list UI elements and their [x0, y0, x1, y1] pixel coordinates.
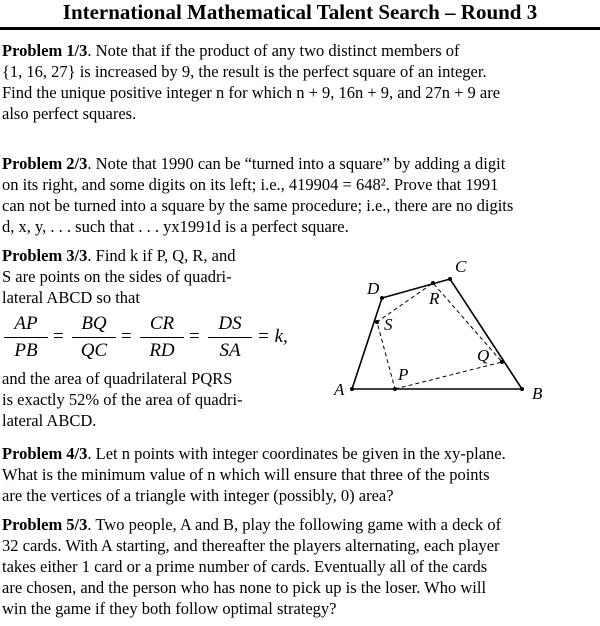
problem-2-line-3: can not be turned into a square by the same procedure; i.e., there are no digits	[2, 196, 514, 215]
label-s: S	[384, 315, 393, 334]
label-b: B	[532, 384, 543, 403]
vertex-c	[448, 277, 452, 281]
problem-3-intro	[2, 245, 292, 308]
problem-4	[2, 443, 597, 506]
equals-sign-3: =	[189, 326, 200, 347]
problem-4-line-2: What is the minimum value of n which will ensure that three of the points	[2, 465, 490, 484]
problem-2-line-1: Problem 2/3. Note that 1990 can be “turned into a square” by adding a digit	[2, 154, 506, 173]
fraction-ap-pb: AP PB	[4, 312, 48, 363]
problem-3-line-5: is exactly 52% of the area of quadri-	[2, 390, 243, 409]
fraction-bq-qc: BQ QC	[72, 312, 116, 363]
quadrilateral-diagram	[325, 252, 585, 412]
problem-3-line-1: Problem 3/3. Find k if P, Q, R, and	[2, 246, 236, 265]
problem-5-line-5: win the game if they both follow optimal strategy?	[2, 599, 337, 618]
problem-5-label: Problem 5/3	[2, 515, 88, 534]
fraction-cr-rd: CR RD	[140, 312, 184, 363]
page-title: International Mathematical Talent Search – Round 3	[62, 0, 538, 24]
problem-3-outro	[2, 368, 292, 431]
label-p: P	[398, 365, 409, 384]
problem-5-line-4: are chosen, and the person who has none to pick up is the loser. Who will	[2, 578, 487, 597]
label-c: C	[455, 257, 467, 276]
label-q: Q	[477, 346, 490, 365]
equals-sign-2: =	[121, 326, 132, 347]
problem-5-line-1: Problem 5/3. Two people, A and B, play the following game with a deck of	[2, 515, 502, 534]
equals-k: = k,	[257, 326, 288, 347]
label-r: R	[429, 289, 440, 308]
equals-sign-1: =	[53, 326, 64, 347]
problem-2	[2, 153, 597, 237]
problem-3-label: Problem 3/3	[2, 246, 88, 265]
vertex-a	[350, 387, 354, 391]
problem-1-line-3: Find the unique positive integer n for which n + 9, 16n + 9, and 27n + 9 are	[2, 83, 501, 102]
problem-3-line-4: and the area of quadrilateral PQRS	[2, 369, 233, 388]
problem-1-line-2: {1, 16, 27} is increased by 9, the result is the perfect square of an integer.	[2, 62, 487, 81]
point-r	[431, 281, 435, 285]
ratio-equation	[2, 312, 302, 366]
problem-3-line-6: lateral ABCD.	[2, 411, 97, 430]
problem-4-line-3: are the vertices of a triangle with integer (possibly, 0) area?	[2, 486, 394, 505]
vertex-d	[380, 296, 384, 300]
label-a: A	[334, 380, 345, 399]
problem-5-line-2: 32 cards. With A starting, and thereafter the players alternating, each player	[2, 536, 500, 555]
point-q	[500, 360, 504, 364]
label-d: D	[367, 279, 380, 298]
problem-2-line-4: d, x, y, . . . such that . . . yx1991d is a perfect square.	[2, 217, 349, 236]
problem-5-line-3: takes either 1 card or a prime number of cards. Eventually all of the cards	[2, 557, 488, 576]
point-p	[393, 387, 397, 391]
problem-4-line-1: Problem 4/3. Let n points with integer coordinates be given in the xy-plane.	[2, 444, 506, 463]
problem-1-line-4: also perfect squares.	[2, 104, 137, 123]
problem-3-line-2: S are points on the sides of quadri-	[2, 267, 232, 286]
problem-2-line-2: on its right, and some digits on its left; i.e., 419904 = 648². Prove that 1991	[2, 175, 499, 194]
problem-1-label: Problem 1/3	[2, 41, 88, 60]
point-s	[375, 320, 379, 324]
problem-3-line-3: lateral ABCD so that	[2, 288, 140, 307]
fraction-ds-sa: DS SA	[208, 312, 252, 363]
problem-4-label: Problem 4/3	[2, 444, 88, 463]
quadrilateral-pqrs	[377, 283, 502, 389]
problem-1-line-1: Problem 1/3. Note that if the product of any two distinct members of	[2, 41, 460, 60]
title-rule	[0, 27, 600, 30]
vertex-b	[520, 387, 524, 391]
problem-5	[2, 514, 597, 619]
problem-1	[2, 40, 597, 124]
problem-2-label: Problem 2/3	[2, 154, 88, 173]
